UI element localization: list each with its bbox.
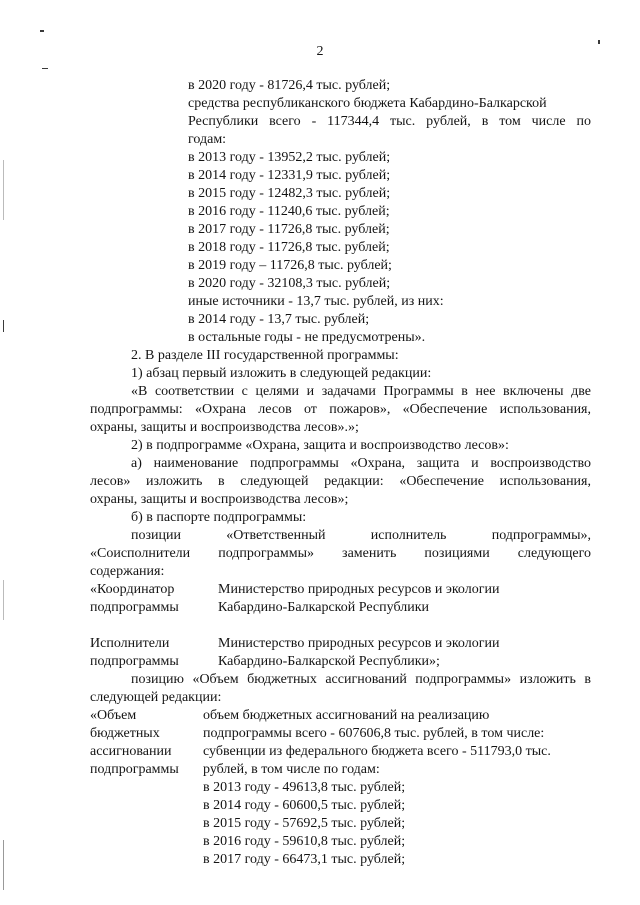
text-line: в 2020 году - 32108,3 тыс. рублей;	[188, 276, 391, 291]
page-number: 2	[316, 44, 324, 59]
scan-edge-line	[3, 160, 4, 220]
table-value: Министерство природных ресурсов и экологии	[218, 582, 500, 597]
text-line: позицию «Объем бюджетных ассигнований подпрограммы» изложить в	[131, 672, 591, 687]
text-line: годам:	[188, 132, 227, 147]
table-label: Исполнители	[90, 636, 170, 651]
table-value: Кабардино-Балкарской Республики	[218, 600, 429, 615]
text-line: в 2014 году - 13,7 тыс. рублей;	[188, 312, 370, 327]
table-value: в 2013 году - 49613,8 тыс. рублей;	[203, 780, 406, 795]
text-line: в 2018 году - 11726,8 тыс. рублей;	[188, 240, 390, 255]
text-line: «В соответствии с целями и задачами Программы в нее включены две	[131, 384, 591, 399]
text-line: в 2017 году - 11726,8 тыс. рублей;	[188, 222, 390, 237]
table-label: «Координатор	[90, 582, 175, 597]
text-line: а) наименование подпрограммы «Охрана, защита и воспроизводство	[131, 456, 591, 471]
table-value: субвенции из федерального бюджета всего - 511793,0 тыс.	[203, 744, 551, 759]
text-line: содержания:	[90, 564, 165, 579]
text-line: в 2013 году - 13952,2 тыс. рублей;	[188, 150, 391, 165]
text-line: следующей редакции:	[90, 690, 222, 705]
text-line: 2) в подпрограмме «Охрана, защита и воспроизводство лесов»:	[131, 438, 509, 453]
text-line: позиции «Ответственный исполнитель подпрограммы»,	[131, 528, 591, 543]
text-line: в 2015 году - 12482,3 тыс. рублей;	[188, 186, 391, 201]
text-line: охраны, защиты и воспроизводства лесов».»;	[90, 420, 359, 435]
text-line: подпрограммы: «Охрана лесов от пожаров», «Обеспечение использования,	[90, 402, 591, 417]
text-line: охраны, защиты и воспроизводства лесов»;	[90, 492, 349, 507]
table-value: объем бюджетных ассигнований на реализацию	[203, 708, 490, 723]
table-value: Министерство природных ресурсов и экологии	[218, 636, 500, 651]
table-label: подпрограммы	[90, 762, 179, 777]
text-line: 1) абзац первый изложить в следующей редакции:	[131, 366, 432, 381]
text-line: средства республиканского бюджета Кабардино-Балкарской	[188, 96, 547, 111]
scan-edge-line	[3, 840, 4, 890]
table-label: подпрограммы	[90, 654, 179, 669]
table-value: рублей, в том числе по годам:	[203, 762, 380, 777]
text-line: лесов» изложить в следующей редакции: «Обеспечение использования,	[90, 474, 591, 489]
text-line: 2. В разделе III государственной программы:	[131, 348, 399, 363]
text-line: в 2014 году - 12331,9 тыс. рублей;	[188, 168, 391, 183]
table-value: в 2014 году - 60600,5 тыс. рублей;	[203, 798, 406, 813]
table-label: «Объем	[90, 708, 137, 723]
scan-edge-line	[3, 320, 4, 332]
text-line: в 2019 году – 11726,8 тыс. рублей;	[188, 258, 392, 273]
text-line: иные источники - 13,7 тыс. рублей, из них:	[188, 294, 444, 309]
table-value: Кабардино-Балкарской Республики»;	[218, 654, 440, 669]
text-line: в остальные годы - не предусмотрены».	[188, 330, 426, 345]
table-value: подпрограммы всего - 607606,8 тыс. рублей, в том числе:	[203, 726, 545, 741]
scan-speck	[40, 30, 44, 32]
table-label: ассигновании	[90, 744, 172, 759]
text-line: «Соисполнители подпрограммы» заменить позициями следующего	[90, 546, 591, 561]
text-line: в 2016 году - 11240,6 тыс. рублей;	[188, 204, 390, 219]
table-value: в 2015 году - 57692,5 тыс. рублей;	[203, 816, 406, 831]
scan-edge-line	[3, 580, 4, 620]
text-line: б) в паспорте подпрограммы:	[131, 510, 307, 525]
table-value: в 2016 году - 59610,8 тыс. рублей;	[203, 834, 406, 849]
table-label: бюджетных	[90, 726, 160, 741]
text-line: Республики всего - 117344,4 тыс. рублей, в том числе по	[188, 114, 591, 129]
table-value: в 2017 году - 66473,1 тыс. рублей;	[203, 852, 406, 867]
text-line: в 2020 году - 81726,4 тыс. рублей;	[188, 78, 391, 93]
table-label: подпрограммы	[90, 600, 179, 615]
scan-speck	[42, 68, 48, 69]
